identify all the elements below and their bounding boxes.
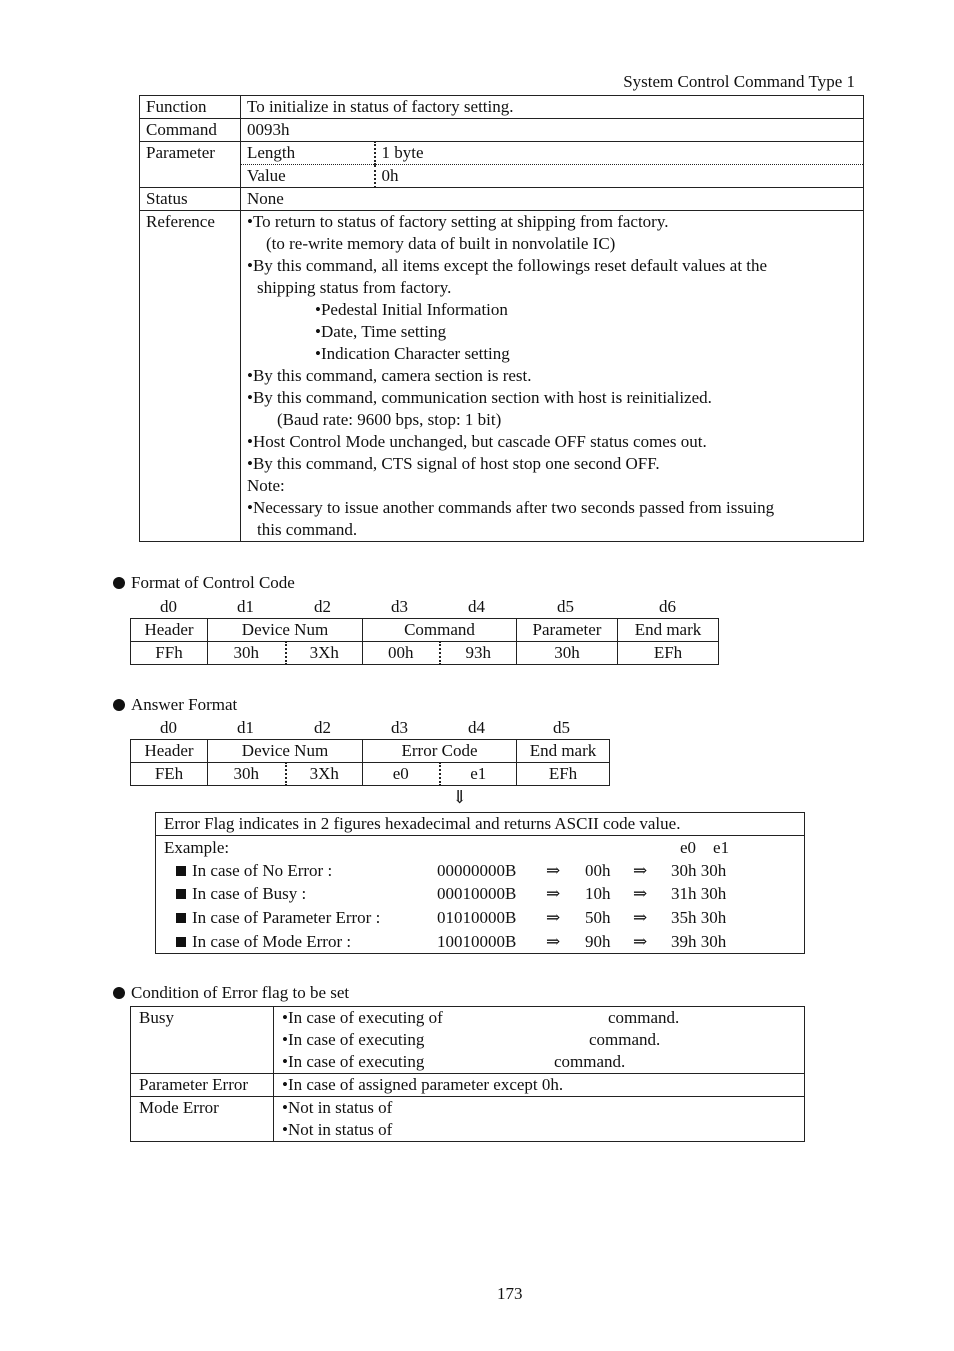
- bullet-icon: [113, 987, 125, 999]
- parameter-label: Parameter: [140, 142, 241, 188]
- function-label: Function: [140, 96, 241, 119]
- answer-format-columns: d0 d1 d2 d3 d4 d5: [160, 718, 570, 737]
- command-value: 0093h: [241, 119, 864, 142]
- busy-label: Busy: [131, 1007, 274, 1074]
- example-label: Example:: [164, 838, 230, 857]
- right-arrow-icon: ⇒: [546, 884, 561, 903]
- control-format-heading: Format of Control Code: [113, 572, 295, 594]
- reference-text: •To return to status of factory setting at shipping from factory. (to re-write memory data of built in nonvolatile IC) •By this command, all items except the followings reset default values at the shipping status from factory. •Pedestal Initial Information •Date, Time setting •Indication Character setting •By this command, camera section is rest. •By this command, communication section with host is reinitialized. (Baud rate: 9600 bps, stop: 1 bit) •Host Control Mode unchanged, but cascade OFF status comes out. •By this command, CTS signal of host stop one second OFF. Note: •Necessary to issue another commands after two seconds passed from issuing this command.: [241, 211, 864, 542]
- conditions-table: [130, 1006, 805, 1142]
- page-header-title: System Control Command Type 1: [623, 72, 855, 91]
- status-label: Status: [140, 188, 241, 211]
- conditions-heading: Condition of Error flag to be set: [113, 982, 349, 1004]
- square-bullet-icon: [176, 937, 186, 947]
- error-row: In case of Busy : 00010000B ⇒ 10h ⇒ 31h 30h: [176, 883, 796, 905]
- error-row: In case of Mode Error : 10010000B ⇒ 90h ⇒ 39h 30h: [176, 931, 796, 953]
- command-spec-table: [139, 95, 864, 542]
- length-label: Length: [241, 142, 375, 165]
- value-value: 0h: [375, 165, 864, 188]
- right-arrow-icon: ⇒: [546, 908, 561, 927]
- down-arrow-icon: ⇓: [452, 787, 468, 807]
- parameter-error-condition: •In case of assigned parameter except 0h.: [274, 1074, 805, 1097]
- square-bullet-icon: [176, 889, 186, 899]
- length-value: 1 byte: [375, 142, 864, 165]
- value-label: Value: [241, 165, 375, 188]
- control-format-table: Header Device Num Command Parameter End mark FFh 30h 3Xh 00h 93h 30h EFh: [130, 618, 719, 665]
- right-arrow-icon: ⇒: [633, 861, 648, 880]
- error-row: In case of No Error : 00000000B ⇒ 00h ⇒ 30h 30h: [176, 860, 796, 882]
- mode-error-conditions: •Not in status of •Not in status of: [274, 1097, 805, 1142]
- right-arrow-icon: ⇒: [633, 908, 648, 927]
- right-arrow-icon: ⇒: [633, 932, 648, 951]
- mode-error-label: Mode Error: [131, 1097, 274, 1142]
- bullet-icon: [113, 699, 125, 711]
- answer-format-heading: Answer Format: [113, 694, 237, 716]
- error-flag-intro: Error Flag indicates in 2 figures hexadecimal and returns ASCII code value.: [156, 813, 804, 836]
- e-header: e0 e1: [680, 838, 730, 857]
- parameter-error-label: Parameter Error: [131, 1074, 274, 1097]
- command-label: Command: [140, 119, 241, 142]
- reference-label: Reference: [140, 211, 241, 542]
- right-arrow-icon: ⇒: [546, 932, 561, 951]
- right-arrow-icon: ⇒: [633, 884, 648, 903]
- error-row: In case of Parameter Error : 01010000B ⇒ 50h ⇒ 35h 30h: [176, 907, 796, 929]
- right-arrow-icon: ⇒: [546, 861, 561, 880]
- square-bullet-icon: [176, 913, 186, 923]
- busy-conditions: •In case of executing of command. •In case of executing command. •In case of executing command.: [274, 1007, 805, 1074]
- control-format-columns: d0 d1 d2 d3 d4 d5 d6: [160, 597, 676, 616]
- page-number: 173: [497, 1284, 523, 1303]
- status-value: None: [241, 188, 864, 211]
- bullet-icon: [113, 577, 125, 589]
- function-value: To initialize in status of factory setting.: [241, 96, 864, 119]
- answer-format-table: Header Device Num Error Code End mark FEh 30h 3Xh e0 e1 EFh: [130, 739, 610, 786]
- square-bullet-icon: [176, 866, 186, 876]
- error-flag-box: [155, 812, 805, 954]
